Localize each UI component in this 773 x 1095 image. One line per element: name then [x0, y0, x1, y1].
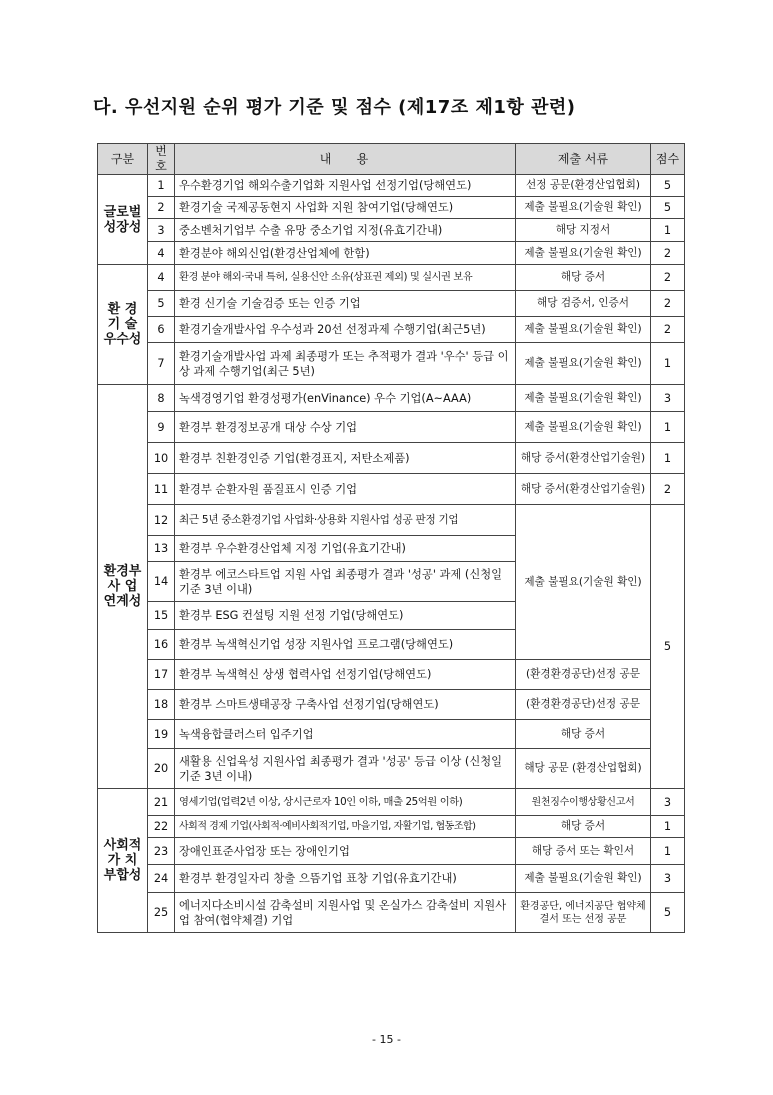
- row-content: 환경부 환경정보공개 대상 수상 기업: [175, 412, 516, 443]
- row-content: 환경기술개발사업 과제 최종평가 또는 추적평가 결과 '우수' 등급 이상 과제 수행기업(최근 5년): [175, 343, 516, 385]
- row-number: 8: [148, 385, 175, 412]
- row-content: 환경기술 국제공동현지 사업화 지원 참여기업(당해연도): [175, 197, 516, 219]
- row-number: 14: [148, 562, 175, 602]
- row-content: 환경부 녹색혁신기업 성장 지원사업 프로그램(당해연도): [175, 630, 516, 660]
- row-number: 17: [148, 660, 175, 690]
- header-score: 점수: [651, 144, 685, 175]
- header-number: 번호: [148, 144, 175, 175]
- row-document-merged: 제출 불필요(기술원 확인): [516, 505, 651, 660]
- row-number: 24: [148, 865, 175, 893]
- row-content: 환경부 ESG 컨설팅 지원 선정 기업(당해연도): [175, 602, 516, 630]
- row-document: 해당 증서: [516, 265, 651, 291]
- row-content: 영세기업(업력2년 이상, 상시근로자 10인 이하, 매출 25억원 이하): [175, 789, 516, 816]
- row-number: 3: [148, 219, 175, 242]
- row-number: 2: [148, 197, 175, 219]
- row-content: 녹색경영기업 환경성평가(enVinance) 우수 기업(A~AAA): [175, 385, 516, 412]
- row-score: 1: [651, 343, 685, 385]
- row-document: 제출 불필요(기술원 확인): [516, 865, 651, 893]
- category-tech: 환 경 기 술 우수성: [98, 265, 148, 385]
- row-number: 4: [148, 242, 175, 265]
- row-content: 환경 분야 해외·국내 특허, 실용신안 소유(상표권 제외) 및 실시권 보유: [175, 265, 516, 291]
- table-row: [98, 838, 685, 865]
- row-content: 환경부 우수환경산업체 지정 기업(유효기간내): [175, 536, 516, 562]
- row-number: 19: [148, 720, 175, 749]
- row-score-merged: 5: [651, 505, 685, 789]
- row-content: 새활용 신업육성 지원사업 최종평가 결과 '성공' 등급 이상 (신청일 기준 3년 이내): [175, 749, 516, 789]
- row-score: 1: [651, 838, 685, 865]
- row-content: 환경부 에코스타트업 지원 사업 최종평가 결과 '성공' 과제 (신청일 기준 3년 이내): [175, 562, 516, 602]
- row-score: 3: [651, 865, 685, 893]
- row-document: 제출 불필요(기술원 확인): [516, 197, 651, 219]
- header-category: 구분: [98, 144, 148, 175]
- table-row: [98, 291, 685, 317]
- section-title: 다. 우선지원 순위 평가 기준 및 점수 (제17조 제1항 관련): [93, 97, 576, 118]
- row-content: 녹색융합클러스터 입주기업: [175, 720, 516, 749]
- row-document: 해당 지정서: [516, 219, 651, 242]
- row-content: 환경부 스마트생태공장 구축사업 선정기업(당해연도): [175, 690, 516, 720]
- row-number: 7: [148, 343, 175, 385]
- row-number: 12: [148, 505, 175, 536]
- table-row: [98, 197, 685, 219]
- row-document: 제출 불필요(기술원 확인): [516, 343, 651, 385]
- row-document: 해당 증서: [516, 720, 651, 749]
- row-content: 환경기술개발사업 우수성과 20선 선정과제 수행기업(최근5년): [175, 317, 516, 343]
- row-number: 23: [148, 838, 175, 865]
- row-score: 2: [651, 291, 685, 317]
- row-number: 1: [148, 175, 175, 197]
- table-row: [98, 893, 685, 933]
- category-global: 글로벌 성장성: [98, 175, 148, 265]
- row-document: 제출 불필요(기술원 확인): [516, 242, 651, 265]
- row-content: 사회적 경제 기업(사회적·예비사회적기업, 마을기업, 자활기업, 협동조합): [175, 816, 516, 838]
- row-score: 2: [651, 265, 685, 291]
- row-score: 1: [651, 443, 685, 474]
- row-document: (환경환경공단)선정 공문: [516, 660, 651, 690]
- category-business: 환경부 사 업 연계성: [98, 385, 148, 789]
- table-row: [98, 690, 685, 720]
- row-content: 우수환경기업 해외수출기업화 지원사업 선정기업(당해연도): [175, 175, 516, 197]
- row-number: 16: [148, 630, 175, 660]
- row-score: 2: [651, 474, 685, 505]
- row-number: 10: [148, 443, 175, 474]
- row-document: 제출 불필요(기술원 확인): [516, 412, 651, 443]
- table-row: [98, 412, 685, 443]
- row-document: 해당 증서: [516, 816, 651, 838]
- row-document: 선정 공문(환경산업협회): [516, 175, 651, 197]
- table-row: [98, 343, 685, 385]
- row-score: 5: [651, 893, 685, 933]
- row-number: 9: [148, 412, 175, 443]
- table-row: [98, 317, 685, 343]
- row-number: 20: [148, 749, 175, 789]
- row-document: 해당 공문 (환경산업협회): [516, 749, 651, 789]
- table-row: [98, 749, 685, 789]
- row-document: 환경공단, 에너지공단 협약체결서 또는 선정 공문: [516, 893, 651, 933]
- row-number: 13: [148, 536, 175, 562]
- page-number: - 15 -: [372, 1033, 401, 1046]
- row-content: 환경부 녹색혁신 상생 협력사업 선정기업(당해연도): [175, 660, 516, 690]
- row-document: 제출 불필요(기술원 확인): [516, 385, 651, 412]
- row-number: 22: [148, 816, 175, 838]
- row-content: 환경부 환경일자리 창출 으뜸기업 표창 기업(유효기간내): [175, 865, 516, 893]
- row-document: (환경환경공단)선정 공문: [516, 690, 651, 720]
- table-row: [98, 789, 685, 816]
- priority-criteria-table: [97, 143, 685, 933]
- row-number: 21: [148, 789, 175, 816]
- row-number: 6: [148, 317, 175, 343]
- row-content: 환경분야 해외신업(환경산업체에 한함): [175, 242, 516, 265]
- row-content: 환경 신기술 기술검증 또는 인증 기업: [175, 291, 516, 317]
- table-row: [98, 385, 685, 412]
- row-score: 3: [651, 789, 685, 816]
- row-score: 5: [651, 197, 685, 219]
- row-content: 최근 5년 중소환경기업 사업화·상용화 지원사업 성공 판정 기업: [175, 505, 516, 536]
- row-number: 5: [148, 291, 175, 317]
- row-score: 1: [651, 816, 685, 838]
- table-row: [98, 265, 685, 291]
- table-row: [98, 474, 685, 505]
- table-row: [98, 505, 685, 536]
- table-row: [98, 443, 685, 474]
- row-content: 에너지다소비시설 감축설비 지원사업 및 온실가스 감축설비 지원사업 참여(협약체결) 기업: [175, 893, 516, 933]
- row-score: 3: [651, 385, 685, 412]
- category-social: 사회적 가 치 부합성: [98, 789, 148, 933]
- row-document: 제출 불필요(기술원 확인): [516, 317, 651, 343]
- row-score: 1: [651, 412, 685, 443]
- row-number: 4: [148, 265, 175, 291]
- row-score: 5: [651, 175, 685, 197]
- row-document: 해당 증서 또는 확인서: [516, 838, 651, 865]
- row-number: 18: [148, 690, 175, 720]
- row-content: 중소벤처기업부 수출 유망 중소기업 지정(유효기간내): [175, 219, 516, 242]
- row-content: 환경부 순환자원 품질표시 인증 기업: [175, 474, 516, 505]
- table-row: [98, 660, 685, 690]
- table-row: [98, 720, 685, 749]
- row-document: 해당 검증서, 인증서: [516, 291, 651, 317]
- row-document: 해당 증서(환경산업기술원): [516, 443, 651, 474]
- table-row: [98, 175, 685, 197]
- table-row: [98, 816, 685, 838]
- row-document: 원천징수이행상황신고서: [516, 789, 651, 816]
- row-score: 2: [651, 317, 685, 343]
- row-content: 장애인표준사업장 또는 장애인기업: [175, 838, 516, 865]
- table-row: [98, 242, 685, 265]
- header-content: 내 용: [175, 144, 516, 175]
- table-row: [98, 219, 685, 242]
- row-score: 2: [651, 242, 685, 265]
- header-documents: 제출 서류: [516, 144, 651, 175]
- table-row: [98, 865, 685, 893]
- row-document: 해당 증서(환경산업기술원): [516, 474, 651, 505]
- row-number: 25: [148, 893, 175, 933]
- row-number: 15: [148, 602, 175, 630]
- row-content: 환경부 친환경인증 기업(환경표지, 저탄소제품): [175, 443, 516, 474]
- row-number: 11: [148, 474, 175, 505]
- table-header-row: [98, 144, 685, 175]
- row-score: 1: [651, 219, 685, 242]
